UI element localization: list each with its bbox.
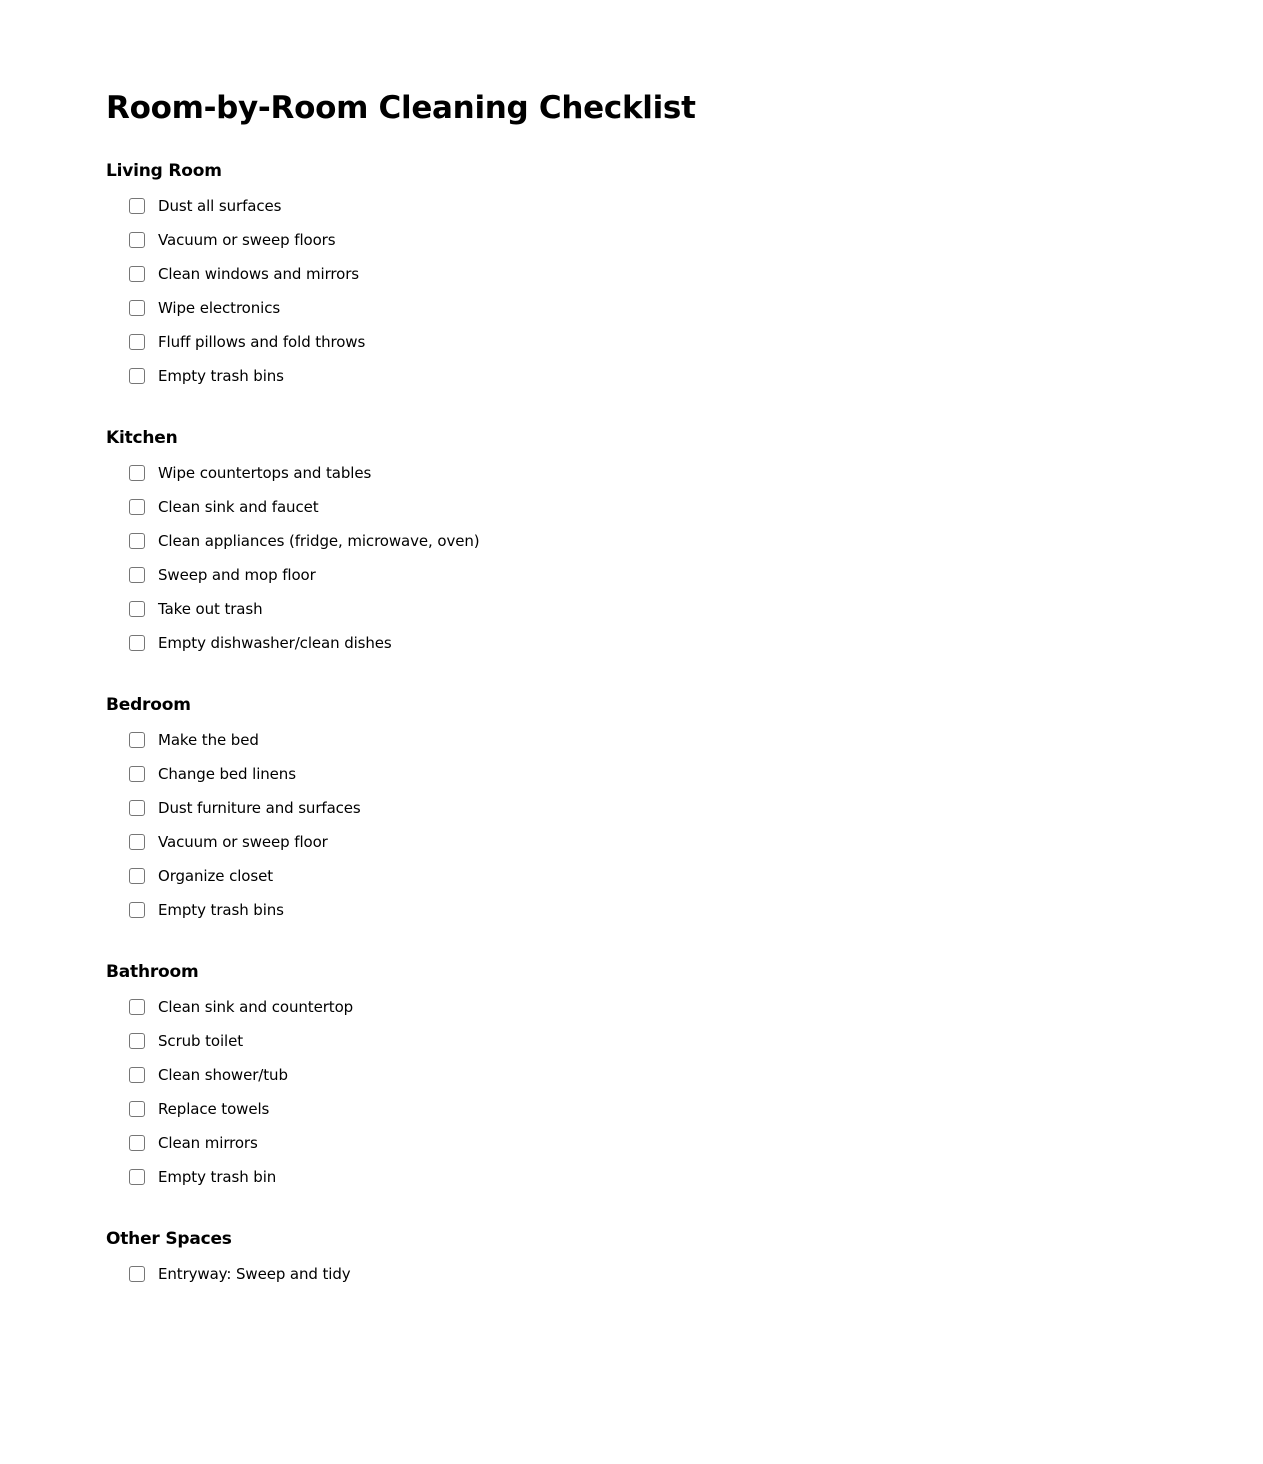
checkbox[interactable] (129, 465, 145, 481)
checklist-item-label: Empty trash bins (158, 367, 284, 385)
checklist-item[interactable] (129, 1257, 351, 1291)
checklist-item[interactable] (129, 626, 480, 660)
checkbox[interactable] (129, 232, 145, 248)
checkbox[interactable] (129, 1101, 145, 1117)
section-heading: Other Spaces (106, 1229, 232, 1249)
checklist-item-label: Empty dishwasher/clean dishes (158, 634, 392, 652)
checklist-item-label: Vacuum or sweep floor (158, 833, 328, 851)
checklist-item[interactable] (129, 893, 361, 927)
checklist-item[interactable] (129, 456, 480, 490)
checklist-item-label: Clean sink and countertop (158, 998, 354, 1016)
checklist-item[interactable] (129, 825, 361, 859)
checkbox[interactable] (129, 868, 145, 884)
section-bathroom (106, 960, 1006, 1186)
checkbox[interactable] (129, 1169, 145, 1185)
checkbox[interactable] (129, 635, 145, 651)
checklist-item[interactable] (129, 1058, 353, 1092)
checklist-item[interactable] (129, 223, 365, 257)
checklist-item[interactable] (129, 592, 480, 626)
page-title: Room-by-Room Cleaning Checklist (106, 90, 696, 126)
checklist-item[interactable] (129, 524, 480, 558)
checklist-items (129, 723, 361, 927)
section-heading: Living Room (106, 161, 222, 181)
checklist-items (129, 189, 365, 393)
checkbox[interactable] (129, 1135, 145, 1151)
checklist-item[interactable] (129, 291, 365, 325)
checklist-item-label: Wipe countertops and tables (158, 464, 372, 482)
checkbox[interactable] (129, 567, 145, 583)
checklist-item-label: Clean shower/tub (158, 1066, 288, 1084)
checklist-item-label: Entryway: Sweep and tidy (158, 1265, 351, 1283)
section-other-spaces (106, 1227, 1006, 1283)
checkbox[interactable] (129, 533, 145, 549)
checklist-item[interactable] (129, 723, 361, 757)
checkbox[interactable] (129, 1033, 145, 1049)
checkbox[interactable] (129, 368, 145, 384)
checkbox[interactable] (129, 999, 145, 1015)
checklist-item-label: Vacuum or sweep floors (158, 231, 336, 249)
checklist-item[interactable] (129, 990, 353, 1024)
checkbox[interactable] (129, 499, 145, 515)
checklist-item-label: Clean windows and mirrors (158, 265, 359, 283)
checklist-item[interactable] (129, 257, 365, 291)
checkbox[interactable] (129, 732, 145, 748)
checklist-item[interactable] (129, 757, 361, 791)
checklist-item-label: Clean appliances (fridge, microwave, oven) (158, 532, 480, 550)
checklist-items (129, 990, 353, 1194)
checklist-item-label: Dust furniture and surfaces (158, 799, 361, 817)
checkbox[interactable] (129, 766, 145, 782)
checklist-item-label: Clean mirrors (158, 1134, 258, 1152)
checklist-item-label: Clean sink and faucet (158, 498, 319, 516)
checkbox[interactable] (129, 800, 145, 816)
checklist-item[interactable] (129, 791, 361, 825)
checklist-item-label: Sweep and mop floor (158, 566, 316, 584)
section-kitchen (106, 426, 1006, 652)
checkbox[interactable] (129, 266, 145, 282)
checklist-item[interactable] (129, 859, 361, 893)
checklist-items (129, 456, 480, 660)
checklist-item[interactable] (129, 325, 365, 359)
checkbox[interactable] (129, 601, 145, 617)
checklist-item-label: Scrub toilet (158, 1032, 244, 1050)
checkbox[interactable] (129, 834, 145, 850)
checklist-item[interactable] (129, 189, 365, 223)
section-living-room (106, 159, 1006, 385)
checklist-item[interactable] (129, 1092, 353, 1126)
checklist-item[interactable] (129, 1126, 353, 1160)
checklist-items (129, 1257, 351, 1291)
checklist-item-label: Empty trash bin (158, 1168, 277, 1186)
checkbox[interactable] (129, 300, 145, 316)
checklist-item[interactable] (129, 359, 365, 393)
checklist-item[interactable] (129, 1024, 353, 1058)
checklist-item[interactable] (129, 558, 480, 592)
checklist-item[interactable] (129, 490, 480, 524)
section-bedroom (106, 693, 1006, 919)
checklist-item-label: Take out trash (158, 600, 263, 618)
checkbox[interactable] (129, 334, 145, 350)
checklist-item-label: Change bed linens (158, 765, 296, 783)
checklist-item-label: Wipe electronics (158, 299, 281, 317)
checklist-item-label: Make the bed (158, 731, 259, 749)
section-heading: Bedroom (106, 695, 191, 715)
section-heading: Bathroom (106, 962, 199, 982)
checklist-item-label: Replace towels (158, 1100, 270, 1118)
checkbox[interactable] (129, 198, 145, 214)
checkbox[interactable] (129, 902, 145, 918)
checklist-item-label: Fluff pillows and fold throws (158, 333, 366, 351)
section-heading: Kitchen (106, 428, 178, 448)
checklist-item-label: Empty trash bins (158, 901, 284, 919)
checklist-item-label: Organize closet (158, 867, 273, 885)
checkbox[interactable] (129, 1067, 145, 1083)
checklist-item-label: Dust all surfaces (158, 197, 282, 215)
checklist-item[interactable] (129, 1160, 353, 1194)
checkbox[interactable] (129, 1266, 145, 1282)
